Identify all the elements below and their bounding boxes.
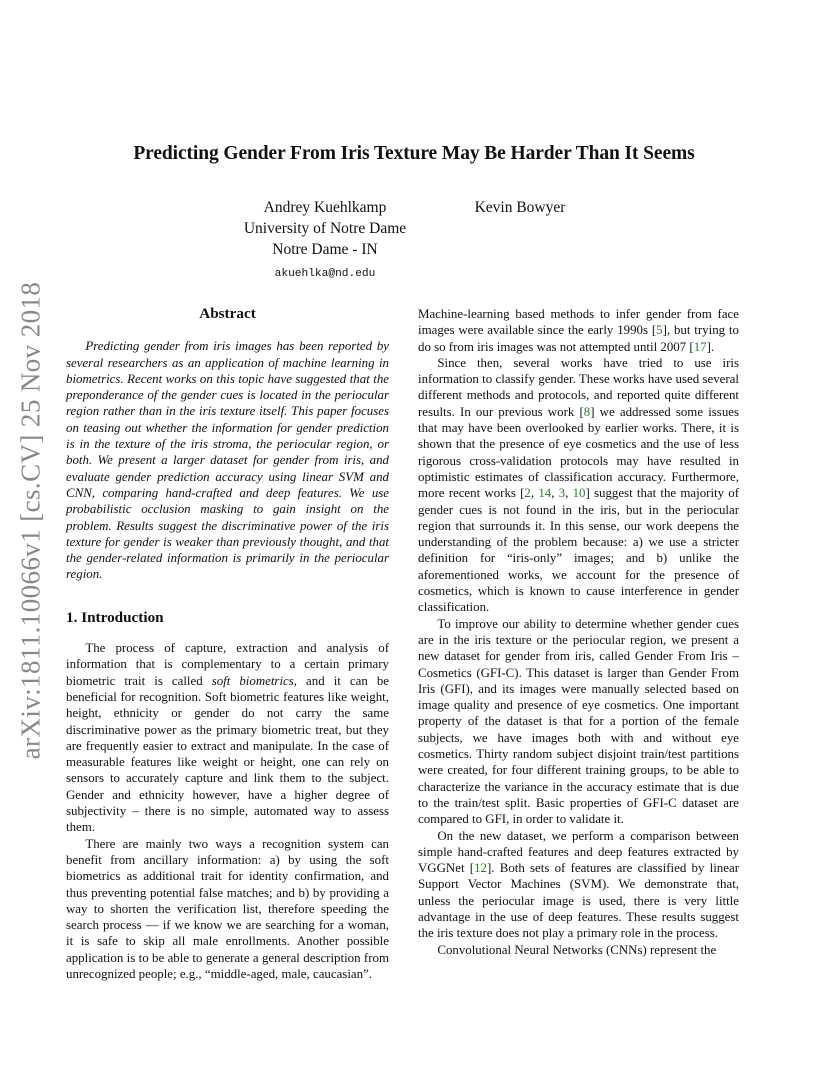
intro-paragraph-2: There are mainly two ways a recognition system can benefit from ancillary information: a) by using the soft biometrics as additional trait for identity confirmation, and thus preventing potential false matches; and b) by providing a way to shorten the verification list, therefore speeding the search process — if we know we are searching for a woman, it is safe to skip all male enrollments. Another possible application is to be able to generate a general description from unrecognized people; e.g., “middle-aged, male, caucasian”. — [66, 836, 389, 981]
right-paragraph-3: To improve our ability to determine whether gender cues are in the iris texture or the periocular region, we present a new dataset for gender from iris, called Gender From Iris – Cosmetics (GFI-C). This dataset is larger than Gender From Iris (GFI), and its images were manually selected based on image quality and presence of eye cosmetics. One important property of the dataset is that for a portion of the female subjects, we have images both with and without eye cosmetics. Thirty random subject disjoint train/test partitions were created, for four different training groups, to be able to characterize the variance in the accuracy estimate that is due to the train/test split. Basic properties of GFI-C dataset are compared to GFI, in order to validate it. — [418, 616, 739, 827]
citation-link[interactable]: 17 — [693, 339, 707, 354]
right-paragraph-4: On the new dataset, we perform a comparison between simple hand-crafted features and deep features extracted by VGGNet [12]. Both sets of features are classified by linear Support Vector Machines (SVM). We demonstrate that, unless the periocular image is used, there is very little advantage in the use of deep features. These results suggest the iris texture does not play a primary role in the process. — [418, 828, 739, 941]
right-paragraph-2: Since then, several works have tried to use iris information to classify gender. These works have used several different methods and protocols, and reported quite different results. In our previous work [8] we addressed some issues that may have been overlooked by earlier works. There, it is shown that the presence of eye cosmetics and the use of less rigorous cross-validation protocols may have resulted in optimistic estimates of classification accuracy. Furthermore, more recent works [2, 14, 3, 10] suggest that the majority of gender cues is not found in the iris, but in the periocular region that surrounds it. In this sense, our work deepens the understanding of the problem because: a) we use a stricter definition for “iris-only” images; and b) unlike the aforementioned works, we account for the presence of cosmetics, which is known to cause interference in gender classification. — [418, 355, 740, 615]
arxiv-identifier-stamp — [13, 280, 49, 760]
paper-title: Predicting Gender From Iris Texture May Be Harder Than It Seems — [133, 143, 695, 164]
abstract-text: Predicting gender from iris images has been reported by several researchers as an application of machine learning in biometrics. Recent works on this topic have suggested that the preponderance of the gender cues is located in the periocular region rather than in the iris texture itself. This paper focuses on teasing out whether the information for gender prediction is in the texture of the iris stroma, the periocular region, or both. We present a larger dataset for gender from iris, and evaluate gender prediction accuracy using linear SVM and CNN, comparing hand-crafted and deep features. We use probabilistic occlusion masking to gain insight on the problem. Results suggest the discriminative power of the iris texture for gender is weaker than previously thought, and that the gender-related information is primarily in the periocular region. — [66, 339, 389, 582]
citation-link[interactable]: 2 — [524, 486, 531, 501]
section-heading-introduction: 1. Introduction — [66, 608, 164, 626]
emphasis-soft-biometrics: soft biometrics — [211, 673, 294, 688]
right-paragraph-5: Convolutional Neural Networks (CNNs) represent the — [437, 942, 717, 957]
right-paragraph-1: Machine-learning based methods to infer gender from face images were available since the early 1990s [5], but trying to do so from iris images was not attempted until 2007 [17]. — [418, 307, 739, 354]
author-location: Notre Dame - IN — [272, 241, 378, 258]
citation-link[interactable]: 8 — [583, 404, 591, 419]
author-block-2 — [440, 197, 600, 218]
citation-link[interactable]: 10 — [572, 486, 586, 501]
citation-link[interactable]: 12 — [474, 861, 487, 876]
author-affiliation: University of Notre Dame — [243, 220, 407, 237]
right-column — [418, 306, 739, 958]
author-email: akuehlka@nd.edu — [274, 268, 376, 280]
citation-link[interactable]: 5 — [656, 323, 663, 338]
author-block-1 — [210, 197, 440, 285]
author-name: Kevin Bowyer — [474, 199, 566, 216]
citation-link[interactable]: 14 — [538, 486, 552, 501]
left-column — [66, 306, 389, 982]
intro-paragraph-1: The process of capture, extraction and analysis of information that is complementary to a certain primary biometric trait is called soft biometrics, and it can be beneficial for recognition. Soft biometric features like weight, height, ethnicity or gender do not carry the same discriminative power as the primary biometric treat, but they are frequently easier to extract and manipulate. In the case of measurable features like weight or height, one can rely on sensors to accurately capture and link them to the subject. Gender and ethnicity however, have a higher degree of subjectivity – there is no simple, automated way to assess them. — [66, 641, 389, 835]
abstract-heading: Abstract — [199, 305, 256, 322]
arxiv-id-text: arXiv:1811.10066v1 [cs.CV] 25 Nov 2018 — [15, 281, 46, 759]
citation-link[interactable]: 3 — [558, 486, 566, 501]
author-name: Andrey Kuehlkamp — [263, 199, 387, 216]
